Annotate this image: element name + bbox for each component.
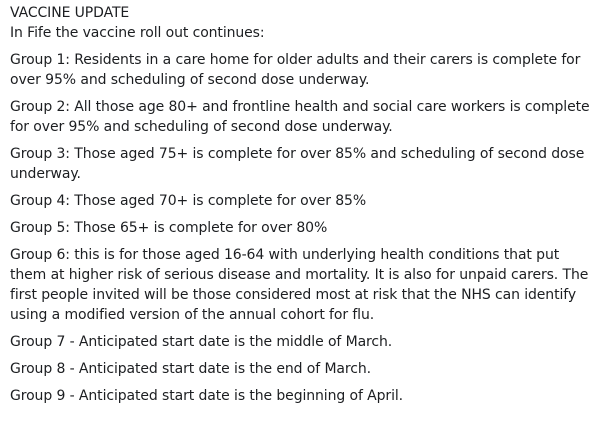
group-3-paragraph: Group 3: Those aged 75+ is complete for over 85% and scheduling of second dose underway. [10,146,585,182]
group-8-paragraph: Group 8 - Anticipated start date is the end of March. [10,361,371,377]
group-4-paragraph: Group 4: Those aged 70+ is complete for over 85% [10,193,367,209]
post-title: VACCINE UPDATE [10,5,130,21]
group-9-paragraph: Group 9 - Anticipated start date is the beginning of April. [10,388,404,404]
group-7-paragraph: Group 7 - Anticipated start date is the middle of March. [10,334,393,350]
group-1-paragraph: Group 1: Residents in a care home for older adults and their carers is complete for over 95% and scheduling of second dose underway. [10,52,581,88]
group-6-paragraph: Group 6: this is for those aged 16-64 with underlying health conditions that put them at higher risk of serious disease and mortality. It is also for unpaid carers. The first people invited will be those considered most at risk that the NHS can identify using a modified version of the annual cohort for flu. [10,247,589,323]
post-body [10,3,594,406]
group-2-paragraph: Group 2: All those age 80+ and frontline health and social care workers is complete for over 95% and scheduling of second dose underway. [10,99,590,135]
group-5-paragraph: Group 5: Those 65+ is complete for over 80% [10,220,328,236]
post-intro: In Fife the vaccine roll out continues: [10,25,265,41]
